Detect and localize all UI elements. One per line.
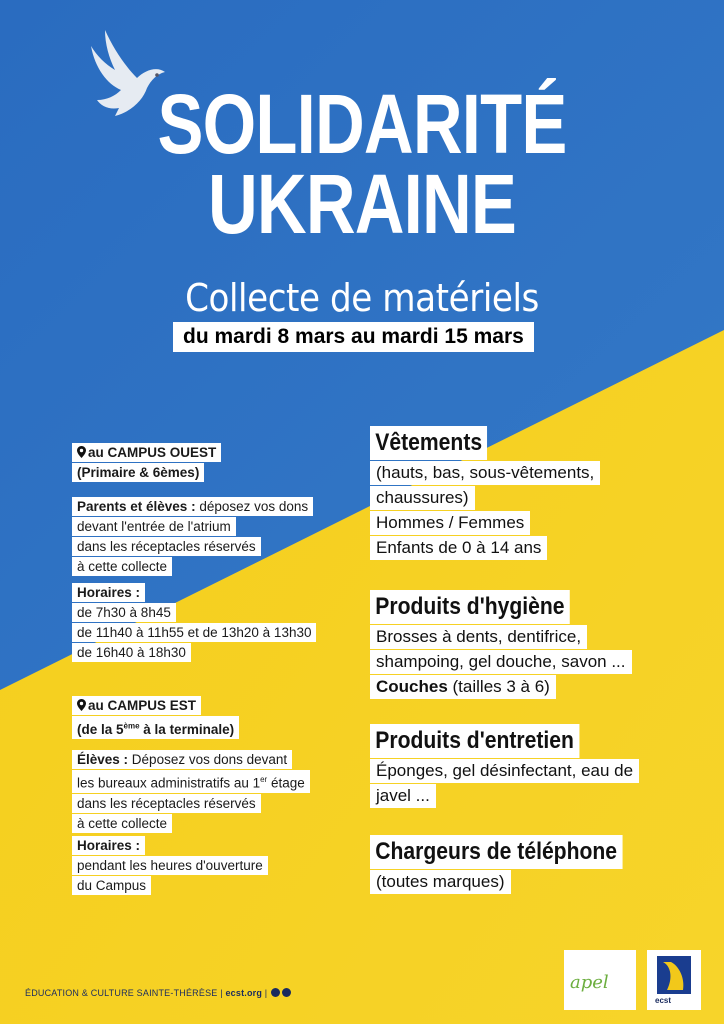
category-hygiene bbox=[370, 590, 632, 700]
title-line-1: SOLIDARITÉ bbox=[157, 77, 567, 171]
campus-ouest-instr-label: Parents et élèves : bbox=[77, 499, 196, 514]
campus-ouest-instr-line: dans les réceptacles réservés bbox=[72, 537, 261, 556]
category-entretien bbox=[370, 724, 639, 809]
campus-ouest-heading: au CAMPUS OUEST bbox=[88, 445, 217, 460]
campus-ouest-instr-text: déposez vos dons bbox=[195, 499, 309, 514]
footer-site[interactable]: ecst.org bbox=[225, 988, 263, 998]
ecst-logo-text: ecst bbox=[655, 996, 672, 1005]
category-line: Brosses à dents, dentifrice, bbox=[370, 625, 587, 649]
category-line: Éponges, gel désinfectant, eau de bbox=[370, 759, 639, 783]
category-extra-text: (tailles 3 à 6) bbox=[447, 677, 550, 696]
campus-est-instr-text: Déposez vos dons devant bbox=[128, 752, 288, 767]
category-line: Enfants de 0 à 14 ans bbox=[370, 536, 547, 560]
footer-org: ÉDUCATION & CULTURE SAINTE-THÉRÈSE bbox=[25, 988, 218, 998]
category-line: chaussures) bbox=[370, 486, 475, 510]
apel-logo bbox=[564, 950, 636, 1010]
category-title: Produits d'entretien bbox=[370, 724, 579, 758]
ecst-logo bbox=[647, 950, 701, 1010]
campus-ouest-instr-line: devant l'entrée de l'atrium bbox=[72, 517, 236, 536]
campus-est-instr-label: Élèves : bbox=[77, 752, 129, 767]
category-vetements bbox=[370, 426, 600, 561]
campus-est-horaire: pendant les heures d'ouverture bbox=[72, 856, 268, 875]
campus-est-horaire: du Campus bbox=[72, 876, 151, 895]
campus-est-horaires bbox=[72, 836, 268, 896]
campus-est-instr-line: dans les réceptacles réservés bbox=[72, 794, 261, 813]
campus-ouest-horaire: de 11h40 à 11h55 et de 13h20 à 13h30 bbox=[72, 623, 316, 642]
campus-est-heading: au CAMPUS EST bbox=[88, 698, 197, 713]
title-line-2: UKRAINE bbox=[207, 157, 517, 251]
campus-est-line2-pre: les bureaux administratifs au 1 bbox=[77, 775, 261, 791]
campus-ouest-horaire: de 7h30 à 8h45 bbox=[72, 603, 176, 622]
instagram-icon[interactable] bbox=[282, 988, 291, 997]
subtitle: Collecte de matériels bbox=[185, 276, 539, 320]
category-title: Chargeurs de téléphone bbox=[370, 835, 622, 869]
category-line: (toutes marques) bbox=[370, 870, 511, 894]
campus-est-instructions bbox=[72, 750, 310, 834]
campus-est-line2-post: étage bbox=[267, 775, 305, 791]
location-pin-icon bbox=[77, 699, 86, 711]
category-extra-bold: Couches bbox=[376, 677, 448, 696]
apel-logo-text: apel bbox=[570, 972, 609, 993]
category-chargeurs bbox=[370, 835, 657, 895]
campus-ouest-instructions bbox=[72, 497, 313, 577]
campus-est-horaires-label: Horaires : bbox=[77, 838, 141, 853]
ecst-emblem-icon bbox=[657, 956, 691, 994]
campus-est-sub-sup: ème bbox=[123, 721, 140, 730]
campus-est-sub-post: à la terminale) bbox=[139, 721, 235, 737]
category-line: javel ... bbox=[370, 784, 436, 808]
campus-ouest-horaire: de 16h40 à 18h30 bbox=[72, 643, 191, 662]
campus-ouest-subheading: (Primaire & 6èmes) bbox=[77, 465, 200, 480]
campus-ouest-instr-line: à cette collecte bbox=[72, 557, 172, 576]
category-title: Vêtements bbox=[370, 426, 487, 460]
campus-ouest-horaires bbox=[72, 583, 316, 663]
campus-est-heading-block bbox=[72, 696, 239, 740]
collection-dates: du mardi 8 mars au mardi 15 mars bbox=[173, 322, 534, 352]
location-pin-icon bbox=[77, 446, 86, 458]
campus-est-line2-sup: er bbox=[260, 775, 268, 784]
category-line: (hauts, bas, sous-vêtements, bbox=[370, 461, 600, 485]
campus-est-instr-line: à cette collecte bbox=[72, 814, 172, 833]
campus-ouest-horaires-label: Horaires : bbox=[77, 585, 141, 600]
campus-est-sub-pre: (de la 5 bbox=[77, 721, 124, 737]
campus-ouest-heading-block bbox=[72, 443, 221, 483]
category-title: Produits d'hygiène bbox=[370, 590, 570, 624]
category-line: Hommes / Femmes bbox=[370, 511, 530, 535]
category-line: shampoing, gel douche, savon ... bbox=[370, 650, 632, 674]
facebook-icon[interactable] bbox=[271, 988, 280, 997]
footer: ÉDUCATION & CULTURE SAINTE-THÉRÈSE | ecst.org | bbox=[25, 988, 292, 998]
